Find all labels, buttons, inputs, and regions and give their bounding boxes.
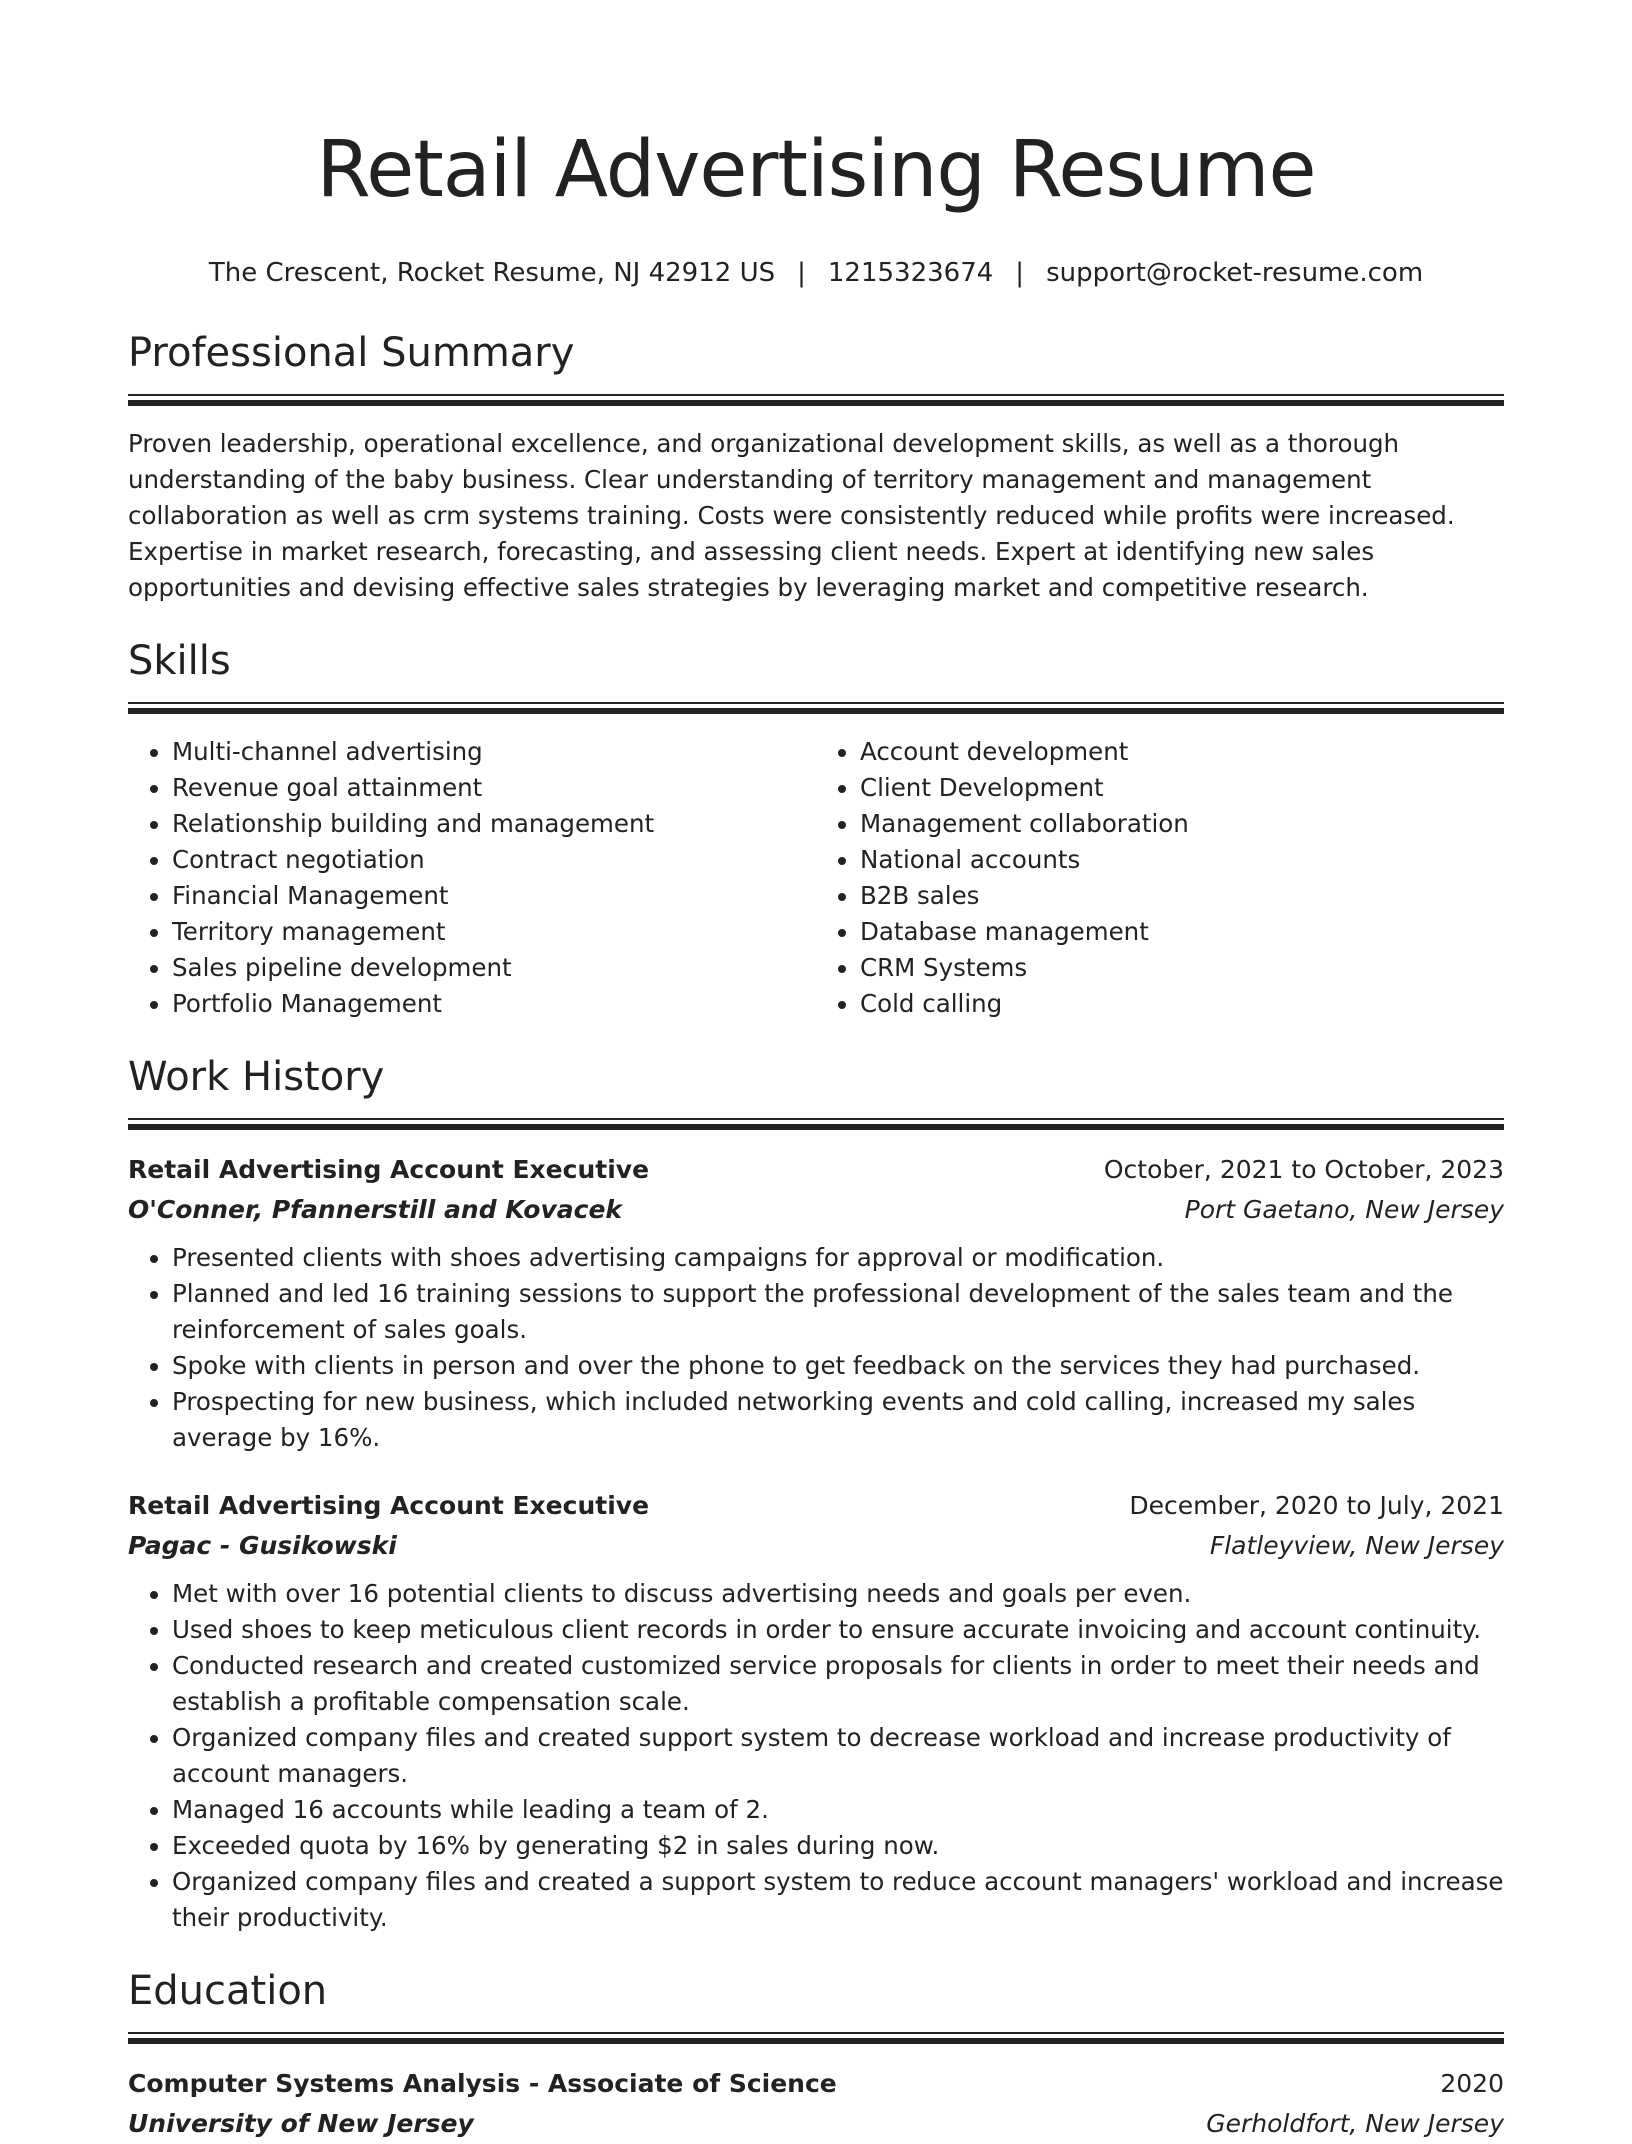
skill-item: • National accounts bbox=[860, 842, 1504, 878]
separator: | bbox=[1015, 258, 1025, 288]
skill-item: • Management collaboration bbox=[860, 806, 1504, 842]
job-dates: October, 2021 to October, 2023 bbox=[1103, 1155, 1504, 1184]
section-divider bbox=[128, 394, 1504, 406]
skill-item: • Multi-channel advertising bbox=[172, 734, 816, 770]
skill-item: • Contract negotiation bbox=[172, 842, 816, 878]
skills-left-list bbox=[128, 734, 816, 1022]
job-company-row bbox=[128, 1526, 1504, 1566]
section-divider bbox=[128, 2032, 1504, 2044]
skill-item: • Revenue goal attainment bbox=[172, 770, 816, 806]
job-header-row bbox=[128, 1486, 1504, 1526]
summary-section bbox=[128, 328, 1504, 606]
job-dates: December, 2020 to July, 2021 bbox=[1129, 1491, 1504, 1520]
skill-item: • B2B sales bbox=[860, 878, 1504, 914]
skills-right-list bbox=[816, 734, 1504, 1022]
job-title: Retail Advertising Account Executive bbox=[128, 1155, 650, 1184]
school-location: Gerholdfort, New Jersey bbox=[1206, 2109, 1504, 2138]
job-header-row bbox=[128, 1150, 1504, 1190]
job-bullets bbox=[128, 1240, 1504, 1456]
skill-item: • Account development bbox=[860, 734, 1504, 770]
phone: 1215323674 bbox=[827, 258, 994, 288]
degree: Computer Systems Analysis - Associate of Science bbox=[128, 2069, 837, 2098]
job-location: Flatleyview, New Jersey bbox=[1209, 1531, 1504, 1560]
section-divider bbox=[128, 1118, 1504, 1130]
skills-columns bbox=[128, 734, 1504, 1022]
separator: | bbox=[797, 258, 806, 288]
skill-item: • Database management bbox=[860, 914, 1504, 950]
section-divider bbox=[128, 702, 1504, 714]
job-bullet: • Spoke with clients in person and over the phone to get feedback on the services they had purchased. bbox=[172, 1348, 1504, 1384]
job-bullet: • Managed 16 accounts while leading a team of 2. bbox=[172, 1792, 1504, 1828]
education-year: 2020 bbox=[1440, 2069, 1504, 2098]
job-title: Retail Advertising Account Executive bbox=[128, 1491, 650, 1520]
job-bullet: • Met with over 16 potential clients to discuss advertising needs and goals per even. bbox=[172, 1576, 1504, 1612]
skill-item: • CRM Systems bbox=[860, 950, 1504, 986]
job-company: Pagac - Gusikowski bbox=[128, 1531, 397, 1560]
job-bullet: • Conducted research and created customized service proposals for clients in order to meet their needs and establish a profitable compensation scale. bbox=[172, 1648, 1504, 1720]
job-company: O'Conner, Pfannerstill and Kovacek bbox=[128, 1195, 623, 1224]
education-school-row bbox=[128, 2104, 1504, 2144]
skill-item: • Financial Management bbox=[172, 878, 816, 914]
summary-heading: Professional Summary bbox=[128, 330, 575, 376]
skill-item: • Cold calling bbox=[860, 986, 1504, 1022]
job-bullet: • Organized company files and created a support system to reduce account managers' workload and increase their productivity. bbox=[172, 1864, 1504, 1936]
education-heading: Education bbox=[128, 1968, 328, 2014]
email: support@rocket-resume.com bbox=[1046, 258, 1424, 288]
skill-item: • Sales pipeline development bbox=[172, 950, 816, 986]
job-bullet: • Presented clients with shoes advertising campaigns for approval or modification. bbox=[172, 1240, 1504, 1276]
job-entry bbox=[128, 1150, 1504, 1456]
skill-item: • Portfolio Management bbox=[172, 986, 816, 1022]
skill-item: • Relationship building and management bbox=[172, 806, 816, 842]
work-section bbox=[128, 1052, 1504, 1936]
job-bullet: • Used shoes to keep meticulous client records in order to ensure accurate invoicing and account continuity. bbox=[172, 1612, 1504, 1648]
skill-item: • Client Development bbox=[860, 770, 1504, 806]
education-header-row bbox=[128, 2064, 1504, 2104]
job-entry bbox=[128, 1486, 1504, 1936]
address: The Crescent, Rocket Resume, NJ 42912 US bbox=[208, 258, 776, 288]
skills-heading: Skills bbox=[128, 638, 231, 684]
skill-item: • Territory management bbox=[172, 914, 816, 950]
job-bullet: • Organized company files and created support system to decrease workload and increase productivity of account managers. bbox=[172, 1720, 1504, 1792]
skills-section bbox=[128, 636, 1504, 1022]
education-section bbox=[128, 1966, 1504, 2144]
work-heading: Work History bbox=[128, 1054, 385, 1100]
summary-text: Proven leadership, operational excellence, and organizational development skills, as well as a thorough understanding of the baby business. Clear understanding of territory management and management collaboration as well as crm systems training. Costs were consistently reduced while profits were increased. Expertise in market research, forecasting, and assessing client needs. Expert at identifying new sales opportunities and devising effective sales strategies by leveraging market and competitive research. bbox=[128, 429, 1455, 602]
job-bullet: • Planned and led 16 training sessions to support the professional development of the sales team and the reinforcement of sales goals. bbox=[172, 1276, 1504, 1348]
job-company-row bbox=[128, 1190, 1504, 1230]
resume-title: Retail Advertising Resume bbox=[316, 125, 1316, 215]
contact-line bbox=[128, 256, 1504, 290]
school: University of New Jersey bbox=[128, 2109, 474, 2138]
job-location: Port Gaetano, New Jersey bbox=[1184, 1195, 1504, 1224]
job-bullets bbox=[128, 1576, 1504, 1936]
job-bullet: • Exceeded quota by 16% by generating $2 in sales during now. bbox=[172, 1828, 1504, 1864]
job-bullet: • Prospecting for new business, which included networking events and cold calling, increased my sales average by 16%. bbox=[172, 1384, 1504, 1456]
